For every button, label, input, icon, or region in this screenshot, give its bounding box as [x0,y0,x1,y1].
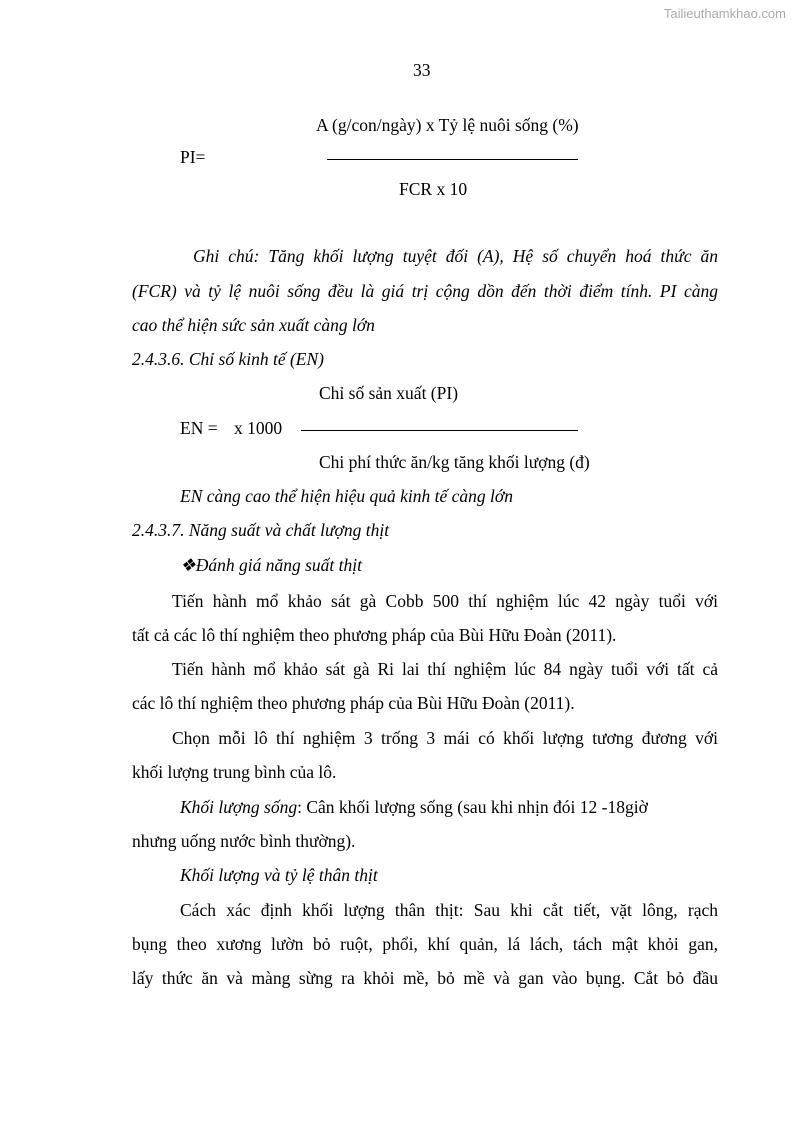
paragraph-line [180,796,648,818]
en-fraction-bar [301,430,578,431]
paragraph-line: lấy thức ăn và màng sừng ra khỏi mề, bỏ mề và gan vào bụng. Cắt bỏ đầu [132,968,718,988]
watermark: Tailieuthamkhao.com [663,6,786,21]
paragraph-line: khối lượng trung bình của lô. [132,762,337,782]
paragraph-line: tất cả các lô thí nghiệm theo phương pháp của Bùi Hữu Đoàn (2011). [132,625,617,645]
pi-numerator: A (g/con/ngày) x Tỷ lệ nuôi sống (%) [316,115,579,135]
en-label: EN = [180,418,218,438]
en-multiplier: x 1000 [234,418,283,438]
term-live-weight: Khối lượng sống [180,797,298,817]
paragraph-line: Cách xác định khối lượng thân thịt: Sau khi cắt tiết, vặt lông, rạch [180,900,718,920]
paragraph-line: Chọn mỗi lô thí nghiệm 3 trống 3 mái có khối lượng tương đương với [172,728,718,748]
pi-label: PI= [180,147,206,167]
section-heading: 2.4.3.7. Năng suất và chất lượng thịt [132,520,390,540]
subheading: Khối lượng và tỷ lệ thân thịt [180,865,378,885]
paragraph-line: nhưng uống nước bình thường). [132,831,356,851]
paragraph-line: các lô thí nghiệm theo phương pháp của Bùi Hữu Đoàn (2011). [132,693,575,713]
paragraph-line: bụng theo xương lườn bỏ ruột, phổi, khí quản, lá lách, tách mật khỏi gan, [132,934,718,954]
en-numerator: Chỉ số sản xuất (PI) [319,383,459,403]
en-note: EN càng cao thể hiện hiệu quả kinh tế càng lớn [180,486,514,506]
note-line: Ghi chú: Tăng khối lượng tuyệt đối (A), Hệ số chuyển hoá thức ăn [193,246,718,266]
paragraph-line: Tiến hành mổ khảo sát gà Ri lai thí nghiệm lúc 84 ngày tuổi với tất cả [172,659,718,679]
note-line: cao thể hiện sức sản xuất càng lớn [132,315,375,335]
en-denominator: Chi phí thức ăn/kg tăng khối lượng (đ) [319,452,590,472]
term-definition: : Cân khối lượng sống (sau khi nhịn đói 12 -18giờ [297,797,648,817]
section-heading: 2.4.3.6. Chỉ số kinh tế (EN) [132,349,324,369]
pi-denominator: FCR x 10 [399,179,468,199]
paragraph-line: Tiến hành mổ khảo sát gà Cobb 500 thí nghiệm lúc 42 ngày tuổi với [172,591,718,611]
pi-fraction-bar [327,159,578,160]
bullet-heading: ❖Đánh giá năng suất thịt [180,555,362,575]
note-line: (FCR) và tỷ lệ nuôi sống đều là giá trị cộng dồn đến thời điểm tính. PI càng [132,281,718,301]
page-number: 33 [413,60,431,80]
